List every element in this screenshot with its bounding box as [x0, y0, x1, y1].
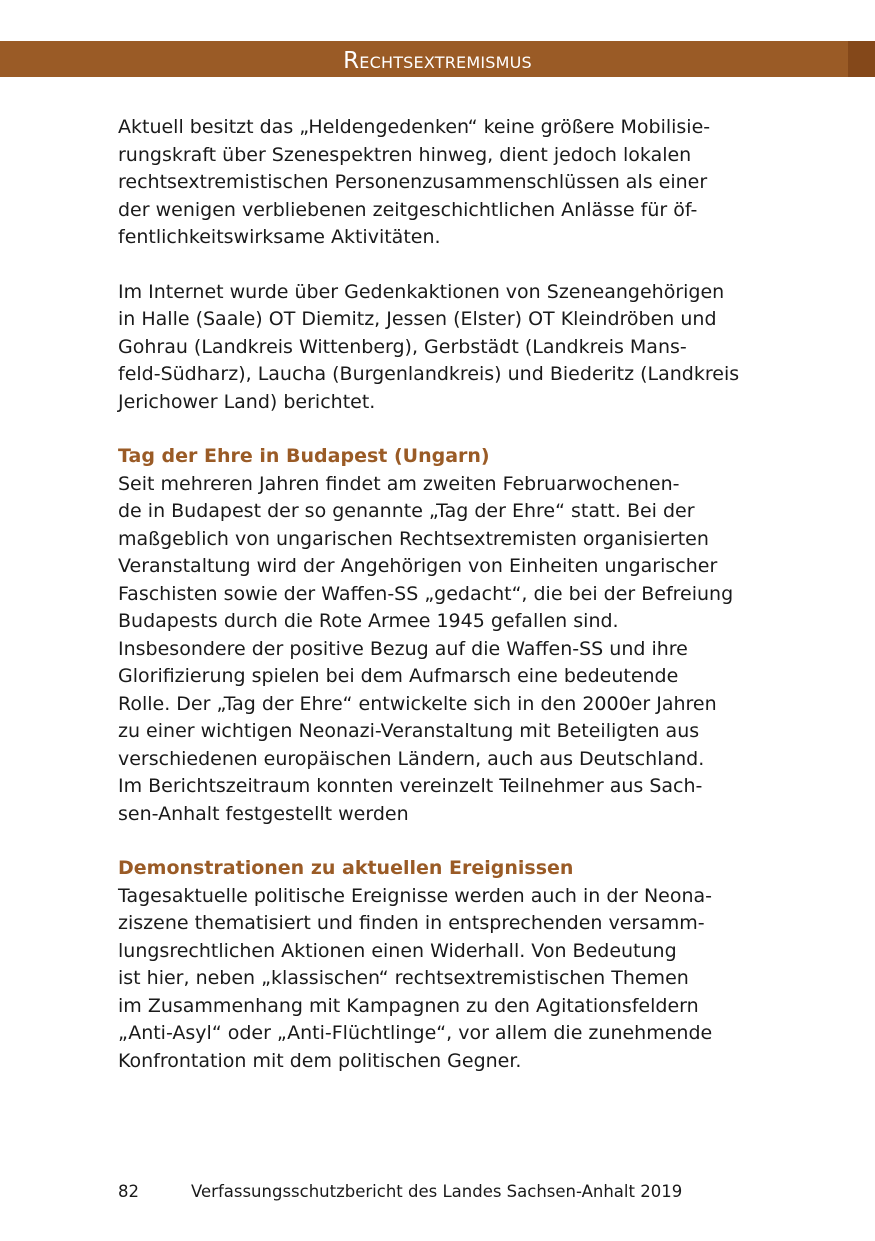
section-heading-demonstrationen: Demonstrationen zu aktuellen Ereignissen: [118, 857, 574, 879]
paragraph-internet-reports: Im Internet wurde über Gedenkaktionen von Szeneangehörigen in Halle (Saale) OT Diemitz, Jessen (Elster) OT Kleindröben und Gohrau (Landkreis Wittenberg), Gerbstädt (Landkreis Mans- feld-Südharz), Laucha (Burgenlandkreis) und Biederitz (Landkreis Jerichower Land) berichtet.: [118, 280, 740, 413]
paragraph-heldengedenken: Aktuell besitzt das „Heldengedenken“ keine größere Mobilisie- rungskraft über Szenespektren hinweg, dient jedoch lokalen rechtsextremistischen Personenzusammenschlüssen als einer der wenigen verbliebenen zeitgeschichtlichen Anlässe für öf- fentlichkeitswirksame Aktivitäten.: [118, 116, 711, 248]
page-footer: [118, 1180, 768, 1204]
section-heading-tag-der-ehre: Tag der Ehre in Budapest (Ungarn): [118, 445, 490, 467]
paragraph-tag-der-ehre: Seit mehreren Jahren findet am zweiten Februarwochenen- de in Budapest der so genannte „Tag der Ehre“ statt. Bei der maßgeblich von ungarischen Rechtsextremisten organisierten Veranstaltung wird der Angehörigen von Einheiten ungarischer Faschisten sowie der Waffen-SS „gedacht“, die bei der Befreiung Budapests durch die Rote Armee 1945 gefallen sind. Insbesondere der positive Bezug auf die Waffen-SS und ihre Glorifizierung spielen bei dem Aufmarsch eine bedeutende Rolle. Der „Tag der Ehre“ entwickelte sich in den 2000er Jahren zu einer wichtigen Neonazi-Veranstaltung mit Beteiligten aus verschiedenen europäischen Ländern, auch aus Deutschland. Im Berichtszeitraum konnten vereinzelt Teilnehmer aus Sach- sen-Anhalt festgestellt werden: [118, 472, 734, 825]
chapter-title: Rechtsextremismus: [343, 48, 532, 74]
page-body: [118, 114, 768, 1075]
page-number: 82: [118, 1182, 139, 1201]
publication-title: Verfassungsschutzbericht des Landes Sachsen-Anhalt 2019: [191, 1182, 683, 1201]
paragraph-demonstrationen: Tagesaktuelle politische Ereignisse werden auch in der Neona- ziszene thematisiert und finden in entsprechenden versamm- lungsrechtlichen Aktionen einen Widerhall. Von Bedeutung ist hier, neben „klassischen“ rechtsextremistischen Themen im Zusammenhang mit Kampagnen zu den Agitationsfeldern „Anti-Asyl“ oder „Anti-Flüchtlinge“, vor allem die zunehmende Konfrontation mit dem politischen Gegner.: [118, 884, 713, 1072]
